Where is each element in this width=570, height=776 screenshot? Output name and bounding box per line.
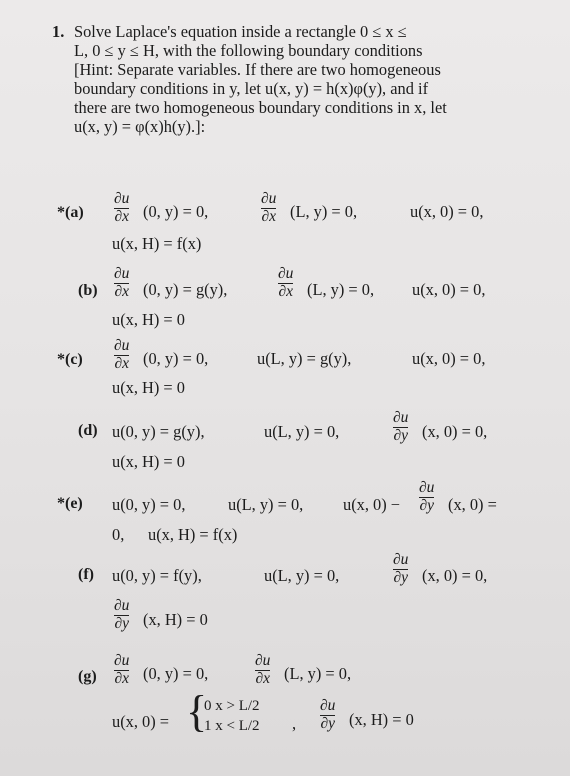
partial-derivative: ∂u ∂x xyxy=(278,265,294,300)
part-g-label: (g) xyxy=(78,668,97,685)
part-g-bc2: (L, y) = 0, xyxy=(284,664,352,683)
part-d-bc2: u(L, y) = 0, xyxy=(264,422,340,441)
part-c-bc4: u(x, H) = 0 xyxy=(112,378,185,397)
partial-derivative: ∂u ∂y xyxy=(114,597,130,632)
part-b-bc2: (L, y) = 0, xyxy=(307,280,375,299)
part-g-bc1: (0, y) = 0, xyxy=(143,664,209,683)
part-g-case-sep: , xyxy=(292,714,297,733)
part-d-bc4: u(x, H) = 0 xyxy=(112,452,185,471)
part-f-bc2: u(L, y) = 0, xyxy=(264,566,340,585)
part-d-label: (d) xyxy=(78,422,98,439)
part-f-bc1: u(0, y) = f(y), xyxy=(112,566,202,585)
part-e-bc4: 0, xyxy=(112,525,125,544)
cases-brace: { xyxy=(186,687,208,736)
partial-derivative: ∂u ∂x xyxy=(255,652,271,687)
partial-derivative: ∂u ∂x xyxy=(114,337,130,372)
part-b-bc3: u(x, 0) = 0, xyxy=(412,280,486,299)
part-f-bc4: (x, H) = 0 xyxy=(143,610,208,629)
part-g-bc3: u(x, 0) = xyxy=(112,712,170,731)
part-a-bc4: u(x, H) = f(x) xyxy=(112,234,202,253)
part-g-case1: 0 x > L/2 xyxy=(204,698,260,714)
part-f-label: (f) xyxy=(78,566,94,583)
part-c-bc3: u(x, 0) = 0, xyxy=(412,349,486,368)
part-f-bc3: (x, 0) = 0, xyxy=(422,566,488,585)
part-e-bc5: u(x, H) = f(x) xyxy=(148,525,238,544)
part-a-label: *(a) xyxy=(57,204,84,221)
partial-derivative: ∂u ∂y xyxy=(419,479,435,514)
part-c-label: *(c) xyxy=(57,351,83,368)
part-c-bc2: u(L, y) = g(y), xyxy=(257,349,352,368)
part-e-bc3a: u(x, 0) − xyxy=(343,495,401,514)
partial-derivative: ∂u ∂x xyxy=(114,265,130,300)
intro-line: [Hint: Separate variables. If there are two homogeneous xyxy=(74,60,441,79)
part-e-bc2: u(L, y) = 0, xyxy=(228,495,304,514)
part-a-bc3: u(x, 0) = 0, xyxy=(410,202,484,221)
part-a-bc1: (0, y) = 0, xyxy=(143,202,209,221)
intro-line: there are two homogeneous boundary conditions in x, let xyxy=(74,98,447,117)
part-e-bc1: u(0, y) = 0, xyxy=(112,495,186,514)
part-d-bc3: (x, 0) = 0, xyxy=(422,422,488,441)
part-b-bc4: u(x, H) = 0 xyxy=(112,310,185,329)
partial-derivative: ∂u ∂x xyxy=(114,652,130,687)
part-d-bc1: u(0, y) = g(y), xyxy=(112,422,205,441)
part-c-bc1: (0, y) = 0, xyxy=(143,349,209,368)
intro-line: Solve Laplace's equation inside a rectangle 0 ≤ x ≤ xyxy=(74,22,407,41)
part-b-label: (b) xyxy=(78,282,98,299)
partial-derivative: ∂u ∂y xyxy=(393,409,409,444)
part-a-bc2: (L, y) = 0, xyxy=(290,202,358,221)
part-g-case2: 1 x < L/2 xyxy=(204,718,260,734)
intro-line: boundary conditions in y, let u(x, y) = h(x)φ(y), and if xyxy=(74,79,429,98)
part-e-label: *(e) xyxy=(57,495,83,512)
intro-line: L, 0 ≤ y ≤ H, with the following boundary conditions xyxy=(74,41,423,60)
problem-number: 1. xyxy=(52,22,65,41)
partial-derivative: ∂u ∂y xyxy=(320,697,336,732)
partial-derivative: ∂u ∂x xyxy=(261,190,277,225)
part-b-bc1: (0, y) = g(y), xyxy=(143,280,228,299)
part-e-bc3b: (x, 0) = xyxy=(448,495,497,514)
partial-derivative: ∂u ∂y xyxy=(393,551,409,586)
intro-line: u(x, y) = φ(x)h(y).]: xyxy=(74,117,206,136)
part-g-bc4: (x, H) = 0 xyxy=(349,710,414,729)
partial-derivative: ∂u ∂x xyxy=(114,190,130,225)
